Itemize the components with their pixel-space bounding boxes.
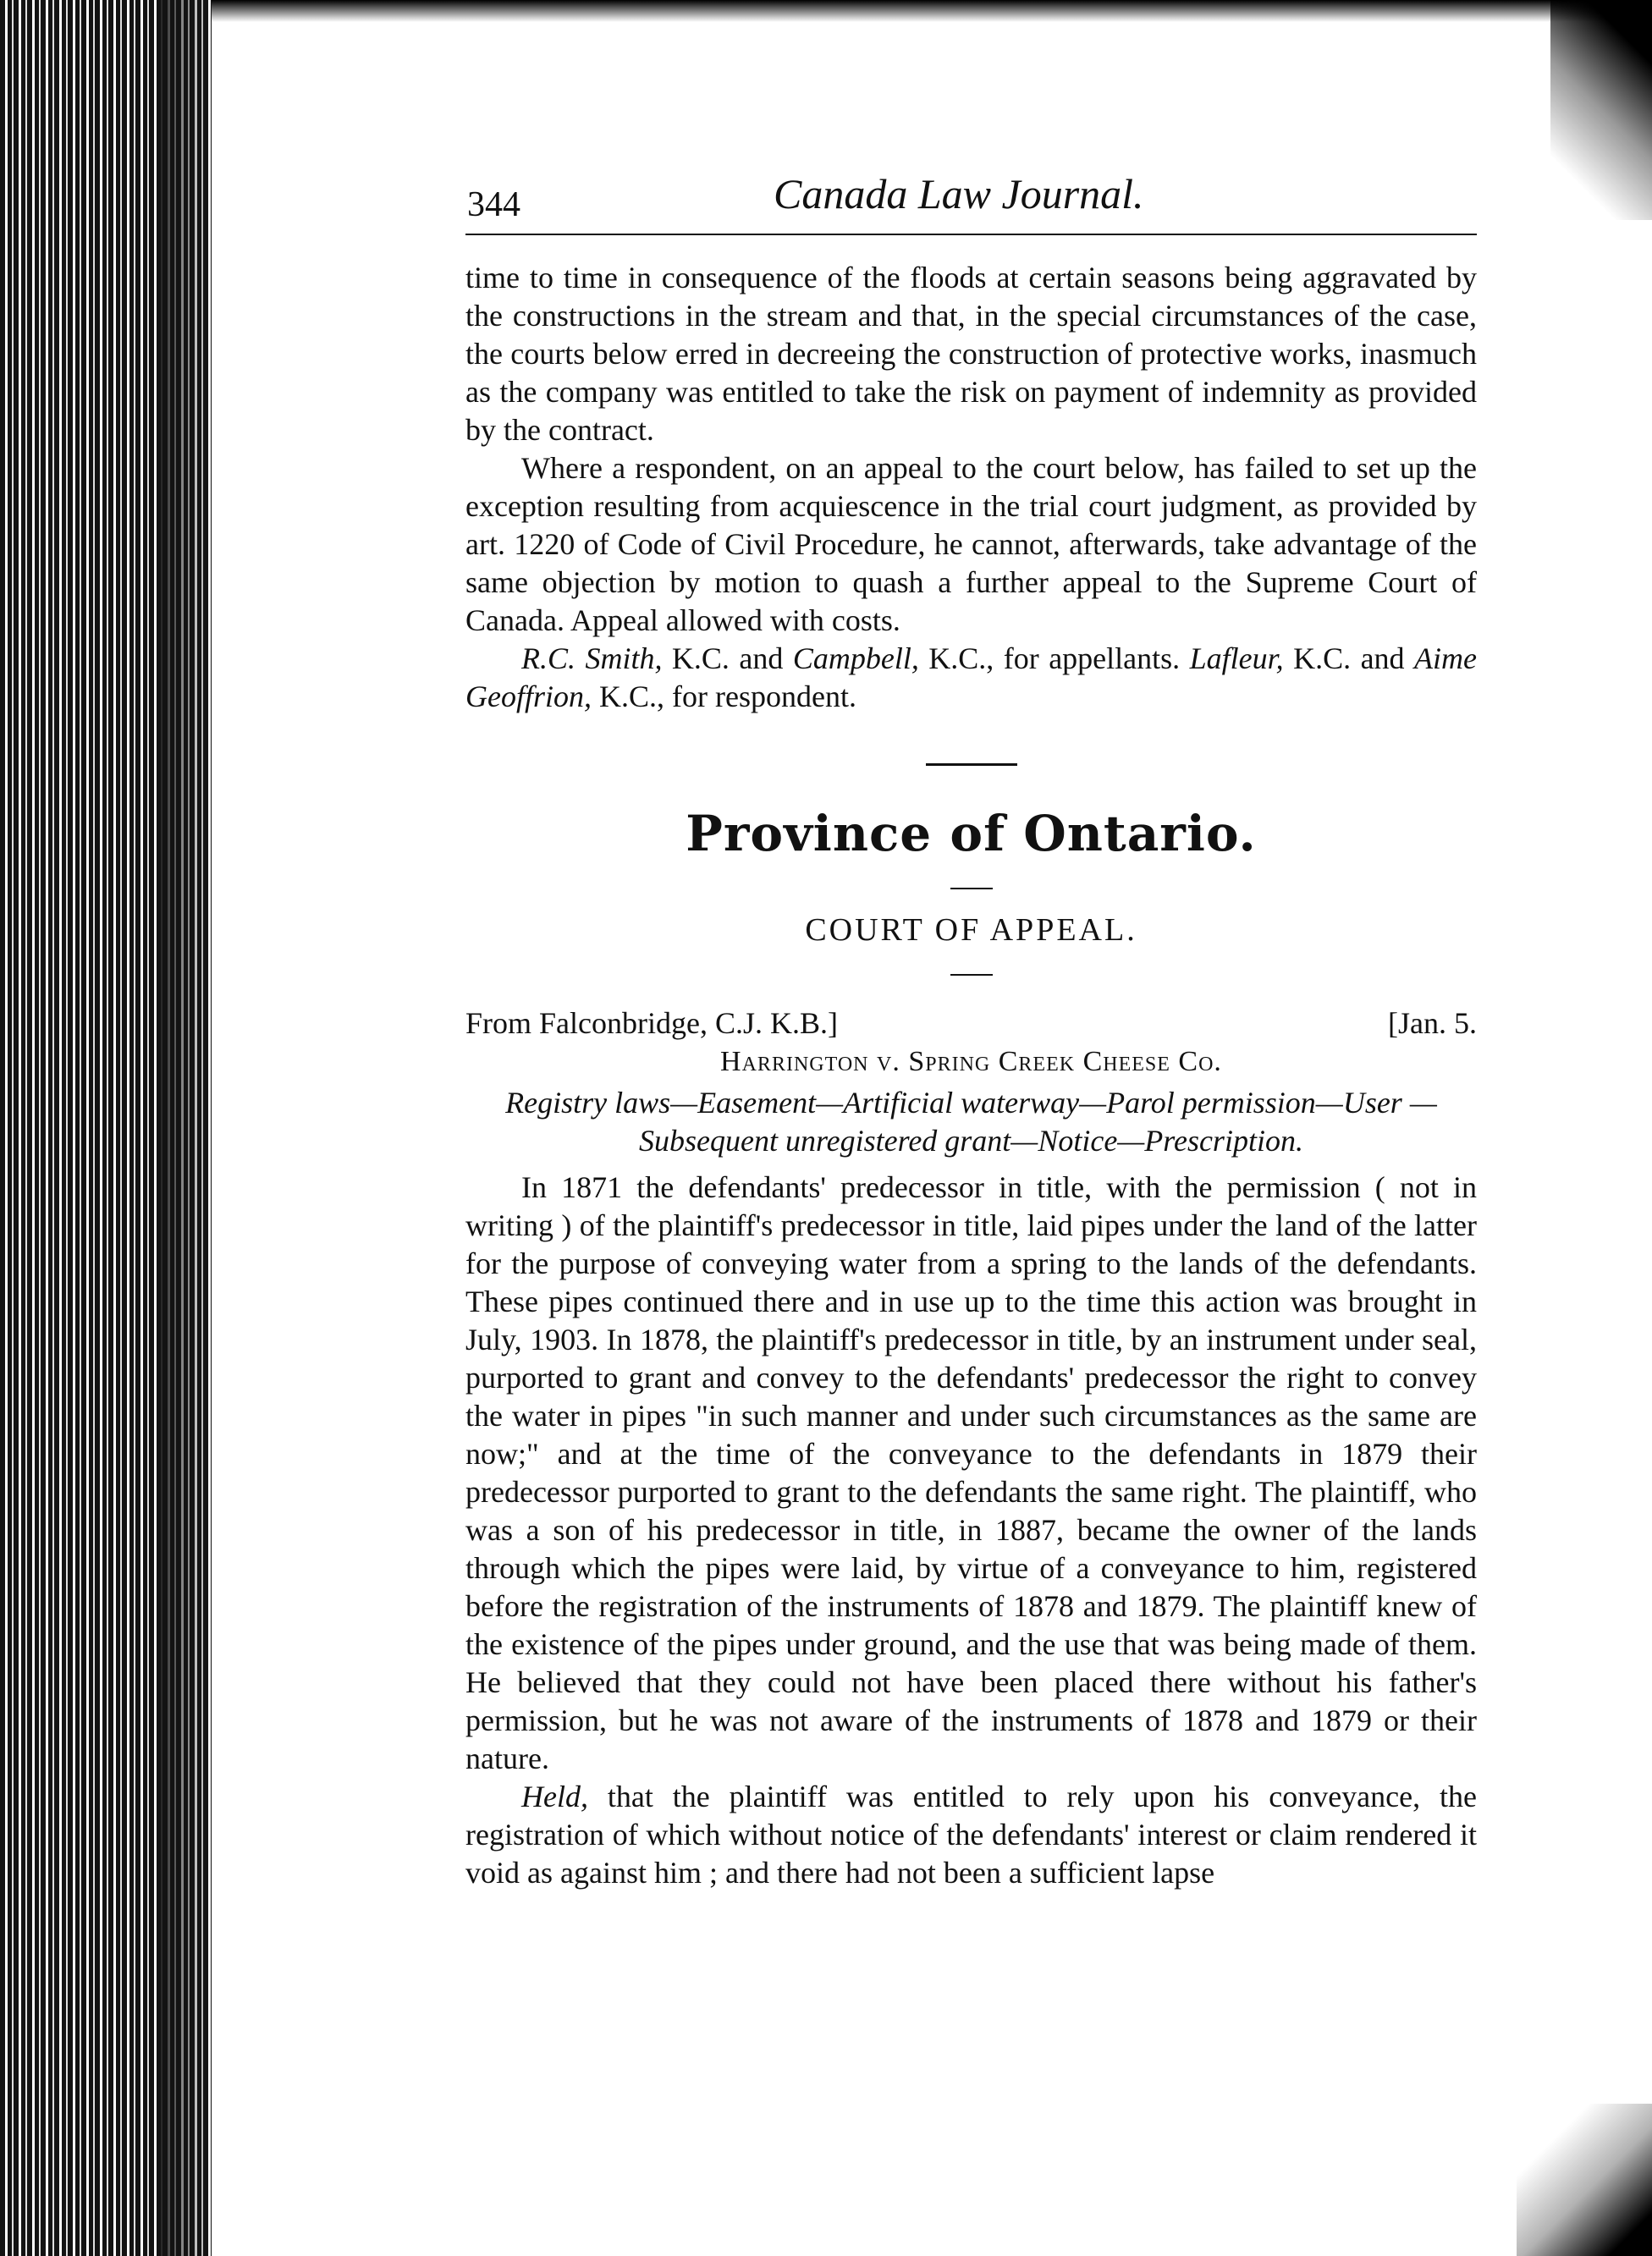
case-date: [Jan. 5. [1388,1006,1477,1040]
counsel-name: R.C. Smith, [521,641,663,675]
holding-paragraph [465,1778,1477,1892]
running-head [465,161,1477,235]
held-word: Held, [521,1780,588,1813]
journal-page [465,161,1477,1892]
counsel-text: K.C. and [1283,641,1415,675]
scan-binding-shadow [0,0,212,2256]
held-text: that the plaintiff was entitled to rely upon his conveyance, the registration of which without notice of the defendants' interest or claim rendered it void as against him ; and there had not been a sufficient lapse [465,1780,1477,1890]
counsel-paragraph [465,640,1477,716]
page-number: 344 [467,185,520,224]
journal-title: Canada Law Journal. [774,170,1144,217]
procedure-paragraph: Where a respondent, on an appeal to the court below, has failed to set up the exception resulting from acquiescence in the trial court judgment, as provided by art. 1220 of Code of Civil Procedure, he cannot, afterwards, take advantage of the same objection by motion to quash a further appeal to the Supreme Court of Canada. Appeal allowed with costs. [465,451,1477,637]
case-origin-line [465,1004,1477,1043]
scan-corner-shadow-bottom-right [1517,2104,1652,2256]
facts-paragraph: In 1871 the defendants' predecessor in title, with the permission ( not in writing ) of the plaintiff's predecessor in title, laid pipes under the land of the latter for the purpose of conveying water from a spring to the lands of the defendants. These pipes continued there and in use up to the time this action was brought in July, 1903. In 1878, the plaintiff's predecessor in title, by an instrument under seal, purported to grant and convey to the defendants' predecessor the right to convey the water in pipes "in such manner and under such circumstances as the same are now;" and at the time of the conveyance to the defendants in 1879 their predecessor purported to grant to the defendants the same right. The plaintiff, who was a son of his predecessor in title, in 1887, became the owner of the lands through which the pipes were laid, by virtue of a conveyance to him, registered before the registration of the instruments of 1878 and 1879. The plaintiff knew of the existence of the pipes under ground, and the use that was being made of them. He believed that they could not have been placed there without his father's permission, but he was not aware of the instruments of 1878 and 1879 or their nature. [465,1170,1477,1775]
counsel-text: K.C. and [662,641,793,675]
scan-top-shadow [212,0,1652,22]
province-heading: Province of Ontario. [686,805,1257,862]
court-heading: COURT OF APPEAL. [805,912,1137,948]
scan-corner-shadow-top-right [1550,0,1652,220]
counsel-name: Aime Geoffrion, [465,641,1477,713]
counsel-name: Lafleur, [1189,641,1284,675]
counsel-name: Campbell, [792,641,919,675]
counsel-text: K.C., for appellants. [918,641,1190,675]
case-origin: From Falconbridge, C.J. K.B.] [465,1006,838,1040]
case-syllabus: Registry laws—Easement—Artificial waterway—Parol permission—User —Subsequent unregistered grant—Notice—Prescription. [505,1086,1437,1158]
opening-paragraph: time to time in consequence of the floods at certain seasons being aggravated by the constructions in the stream and that, in the special circumstances of the case, the courts below erred in decreeing the construction of protective works, inasmuch as the company was entitled to take the risk on payment of indemnity as provided by the contract. [465,261,1477,447]
counsel-text: K.C., for respondent. [592,680,856,713]
case-title: Harrington v. Spring Creek Cheese Co. [720,1046,1222,1077]
